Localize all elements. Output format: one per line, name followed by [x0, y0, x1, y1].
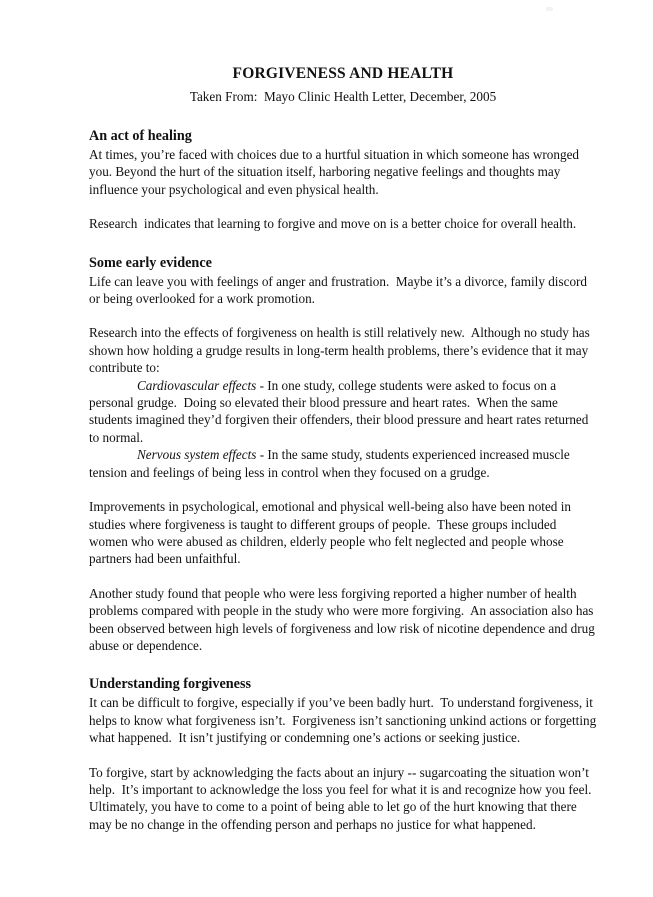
section-understanding-forgiveness: [89, 675, 600, 833]
paragraph: Research indicates that learning to forgive and move on is a better choice for overall health.: [89, 216, 577, 232]
section-some-early-evidence: [89, 254, 597, 655]
subentry-nervous-system-effects: [89, 446, 597, 481]
paragraph: Life can leave you with feelings of anger and frustration. Maybe it’s a divorce, family discord or being overlooked for a work promotion.: [89, 273, 591, 307]
subentry-text: - In the same study, students experienced increased muscle tension and feelings of being less in control when they focused on a grudge.: [89, 447, 574, 480]
subentry-text: - In one study, college students were asked to focus on a personal grudge. Doing so elevated their blood pressure and heart rates. When the same students imagined they’d forgiven their offenders, their blood pressure and heart rates returned to normal.: [89, 377, 592, 445]
document-body: [89, 64, 600, 833]
scan-artifact: [546, 7, 553, 11]
paragraph: Research into the effects of forgiveness on health is still relatively new. Although no study has shown how holding a grudge results in long-term health problems, there’s evidence that it may contribute to:: [89, 325, 594, 376]
subentry-label: Nervous system effects: [137, 447, 257, 463]
page-title: FORGIVENESS AND HEALTH: [232, 65, 454, 82]
document-source-line: Taken From: Mayo Clinic Health Letter, December, 2005: [189, 89, 497, 104]
section-an-act-of-healing: [89, 127, 597, 233]
paragraph: Another study found that people who were less forgiving reported a higher number of health problems compared with people in the study who were more forgiving. An association also has been observed between high levels of forgiveness and low risk of nicotine dependence and drug abuse or dependence.: [89, 585, 599, 653]
subentry-label: Cardiovascular effects: [137, 377, 257, 393]
section-heading-some-early-evidence: Some early evidence: [89, 254, 212, 271]
paragraph: Improvements in psychological, emotional and physical well-being also have been noted in studies where forgiveness is taught to different groups of people. These groups included women who were abused as children, elderly people who felt neglected and people whose partners had been unfaithful.: [89, 499, 575, 567]
section-heading-understanding-forgiveness: Understanding forgiveness: [89, 676, 251, 693]
section-heading-an-act-of-healing: An act of healing: [89, 128, 192, 144]
paragraph: At times, you’re faced with choices due to a hurtful situation in which someone has wronged you. Beyond the hurt of the situation itself, harboring negative feelings and thoughts may influence your psychological and even physical health.: [89, 147, 583, 197]
paragraph: To forgive, start by acknowledging the facts about an injury -- sugarcoating the situation won’t help. It’s important to acknowledge the loss you feel for what it is and recognize how you feel. Ultimately, you have to come to a point of being able to let go of the hurt knowing that there may be no change in the offending person and perhaps no justice for what happened.: [89, 764, 595, 832]
paragraph: It can be difficult to forgive, especially if you’ve been badly hurt. To understand forgiveness, it helps to know what forgiveness isn’t. Forgiveness isn’t sanctioning unkind actions or forgetting what happened. It isn’t justifying or condemning one’s actions or seeking justice.: [89, 695, 600, 746]
subentry-cardiovascular-effects: [89, 377, 597, 447]
